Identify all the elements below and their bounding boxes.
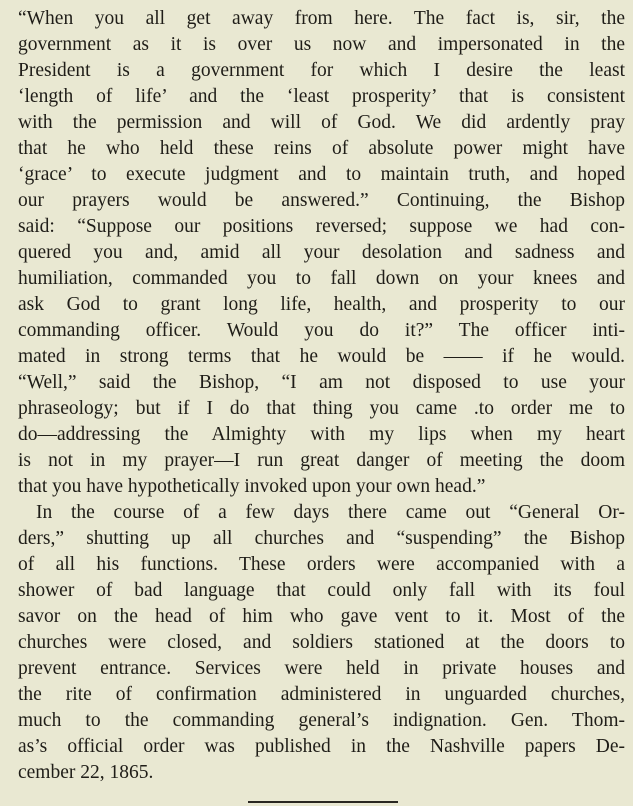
- text-line: with the permission and will of God. We did ardently pray: [18, 112, 625, 133]
- text-line: do—addressing the Almighty with my lips when my heart: [18, 424, 625, 445]
- text-line: the rite of confirmation administered in unguarded churches,: [18, 684, 625, 705]
- text-line: “When you all get away from here. The fact is, sir, the: [18, 8, 625, 29]
- text-line: as’s official order was published in the Nashville papers De-: [18, 736, 625, 757]
- text-line: government as it is over us now and impersonated in the: [18, 34, 625, 55]
- text-line: much to the commanding general’s indignation. Gen. Thom-: [18, 710, 625, 731]
- text-line: ders,” shutting up all churches and “suspending” the Bishop: [18, 528, 625, 549]
- text-line: savor on the head of him who gave vent to it. Most of the: [18, 606, 625, 627]
- text-line: said: “Suppose our positions reversed; suppose we had con-: [18, 216, 625, 237]
- text-line: quered you and, amid all your desolation and sadness and: [18, 242, 625, 263]
- text-line: ‘grace’ to execute judgment and to maintain truth, and hoped: [18, 164, 625, 185]
- text-line: humiliation, commanded you to fall down on your knees and: [18, 268, 625, 289]
- text-line: “Well,” said the Bishop, “I am not disposed to use your: [18, 372, 625, 393]
- text-line: is not in my prayer—I run great danger of meeting the doom: [18, 450, 625, 471]
- text-line: cember 22, 1865.: [18, 762, 154, 783]
- text-line: that you have hypothetically invoked upon your own head.”: [18, 476, 486, 497]
- text-line: churches were closed, and soldiers stationed at the doors to: [18, 632, 625, 653]
- text-line: ‘length of life’ and the ‘least prosperity’ that is consistent: [18, 86, 625, 107]
- text-line: shower of bad language that could only fall with its foul: [18, 580, 625, 601]
- text-line: that he who held these reins of absolute power might have: [18, 138, 625, 159]
- text-line: In the course of a few days there came out “General Or-: [36, 502, 625, 523]
- text-line: commanding officer. Would you do it?” The officer inti-: [18, 320, 625, 341]
- book-page: [18, 6, 625, 786]
- text-line: President is a government for which I desire the least: [18, 60, 625, 81]
- text-line: prevent entrance. Services were held in private houses and: [18, 658, 625, 679]
- text-line: mated in strong terms that he would be —— if he would.: [18, 346, 625, 367]
- text-line: of all his functions. These orders were accompanied with a: [18, 554, 625, 575]
- paragraph-general-orders: [18, 500, 625, 786]
- text-line: our prayers would be answered.” Continuing, the Bishop: [18, 190, 625, 211]
- text-line: phraseology; but if I do that thing you came .to order me to: [18, 398, 625, 419]
- text-line: ask God to grant long life, health, and prosperity to our: [18, 294, 625, 315]
- section-divider-rule: [248, 801, 398, 803]
- paragraph-bishop-quote: [18, 6, 625, 500]
